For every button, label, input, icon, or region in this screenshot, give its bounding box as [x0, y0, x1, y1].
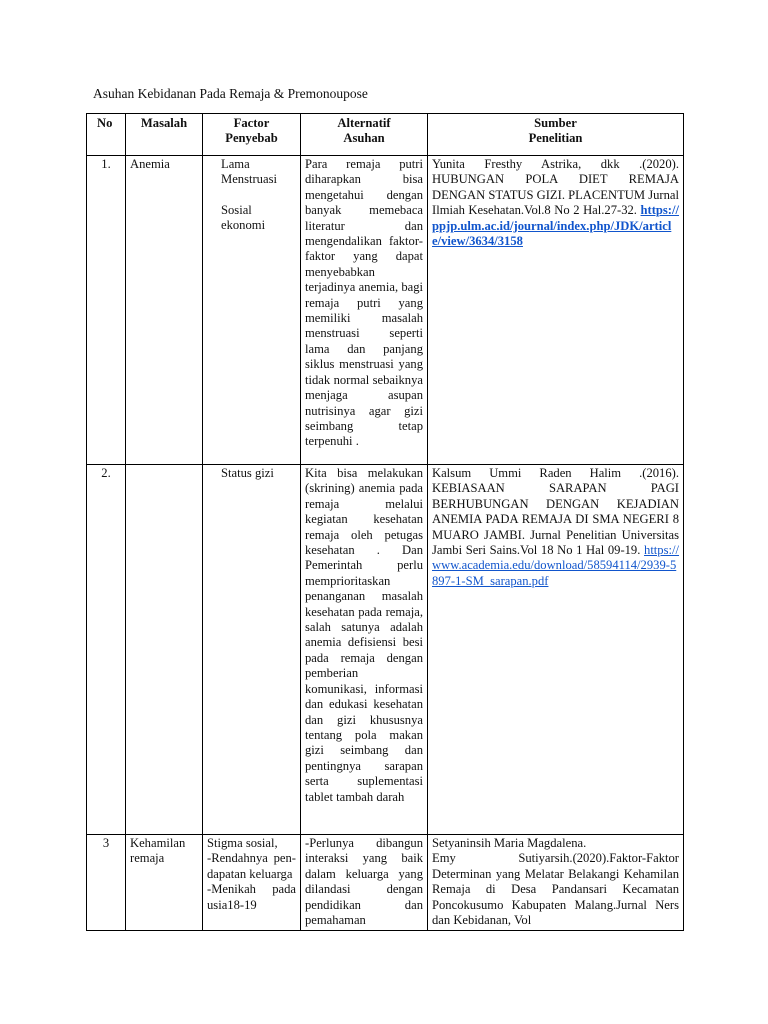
- source-link[interactable]: https://www.academia.edu/download/58594114/2939-5897-1-SM_sarapan.pdf: [432, 543, 680, 588]
- factor-item: Lama Menstruasi: [221, 157, 277, 187]
- row-factor: Stigma sosial, -Rendahnya pen-dapatan keluarga -Menikah pada usia18-19: [203, 835, 301, 931]
- row-sumber: [428, 465, 684, 835]
- row-alternatif: Para remaja putri diharapkan bisa mengetahui dengan banyak memebaca literatur dan mengendalikan faktor-faktor yang dapat menyebabkan terjadinya anemia, bagi remaja putri yang memiliki masalah menstruasi seperti lama dan panjang siklus menstruasi yang tidak normal sebaiknya menjaga asupan nutrisinya agar gizi seimbang tetap terpenuhi .: [301, 156, 428, 465]
- care-table: [86, 113, 684, 931]
- factor-item: Status gizi: [221, 466, 274, 480]
- row-sumber: [428, 156, 684, 465]
- header-factor: Factor Penyebab: [203, 114, 301, 156]
- header-no: No: [87, 114, 126, 156]
- table-row: [87, 465, 684, 835]
- table-header-row: [87, 114, 684, 156]
- row-number: 1.: [87, 156, 126, 465]
- row-number: 2.: [87, 465, 126, 835]
- header-masalah: Masalah: [126, 114, 203, 156]
- row-alternatif: Kita bisa melakukan (skrining) anemia pada remaja melalui kegiatan kesehatan remaja oleh petugas kesehatan . Dan Pemerintah perlu memprioritaskan penanganan masalah kesehatan pada remaja, salah satunya adalah anemia defisiensi besi pada remaja dengan pemberian komunikasi, informasi dan edukasi kesehatan dan gizi khususnya tentang pola makan gizi seimbang dan pentingnya sarapan serta suplementasi tablet tambah darah: [301, 465, 428, 835]
- document-title: Asuhan Kebidanan Pada Remaja & Premonoupose: [93, 86, 368, 101]
- row-masalah: [126, 465, 203, 835]
- row-masalah: Anemia: [126, 156, 203, 465]
- factor-item: Sosial ekonomi: [221, 202, 266, 233]
- header-sumber: Sumber Penelitian: [428, 114, 684, 156]
- table-row: [87, 835, 684, 931]
- source-link[interactable]: https://ppjp.ulm.ac.id/journal/index.php/JDK/article/view/3634/3158: [432, 203, 680, 249]
- row-factor: [203, 465, 301, 835]
- source-citation: Kalsum Ummi Raden Halim .(2016). KEBIASAAN SARAPAN PAGI BERHUBUNGAN DENGAN KEJADIAN ANEMIA PADA REMAJA DI SMA NEGERI 8 MUARO JAMBI. Jurnal Penelitian Universitas Jambi Seri Sains.Vol 18 No 1 Hal 09-19.: [432, 466, 679, 558]
- source-citation: Yunita Fresthy Astrika, dkk .(2020). HUBUNGAN POLA DIET REMAJA DENGAN STATUS GIZI. PLACENTUM Jurnal Ilmiah Kesehatan.Vol.8 No 2 Hal.27-32.: [432, 157, 680, 218]
- table-row: [87, 156, 684, 465]
- row-masalah: Kehamilan remaja: [126, 835, 203, 931]
- row-number: 3: [87, 835, 126, 931]
- row-sumber: Setyaninsih Maria Magdalena. Emy Sutiyarsih.(2020).Faktor-Faktor Determinan yang Melatar Belakangi Kehamilan Remaja di Desa Pandansari Kecamatan Poncokusumo Kabupaten Malang.Jurnal Ners dan Kebidanan, Vol: [428, 835, 684, 931]
- header-alternatif: Alternatif Asuhan: [301, 114, 428, 156]
- row-factor: [203, 156, 301, 465]
- row-alternatif: -Perlunya dibangun interaksi yang baik dalam keluarga yang dilandasi dengan pendidikan dan pemahaman: [301, 835, 428, 931]
